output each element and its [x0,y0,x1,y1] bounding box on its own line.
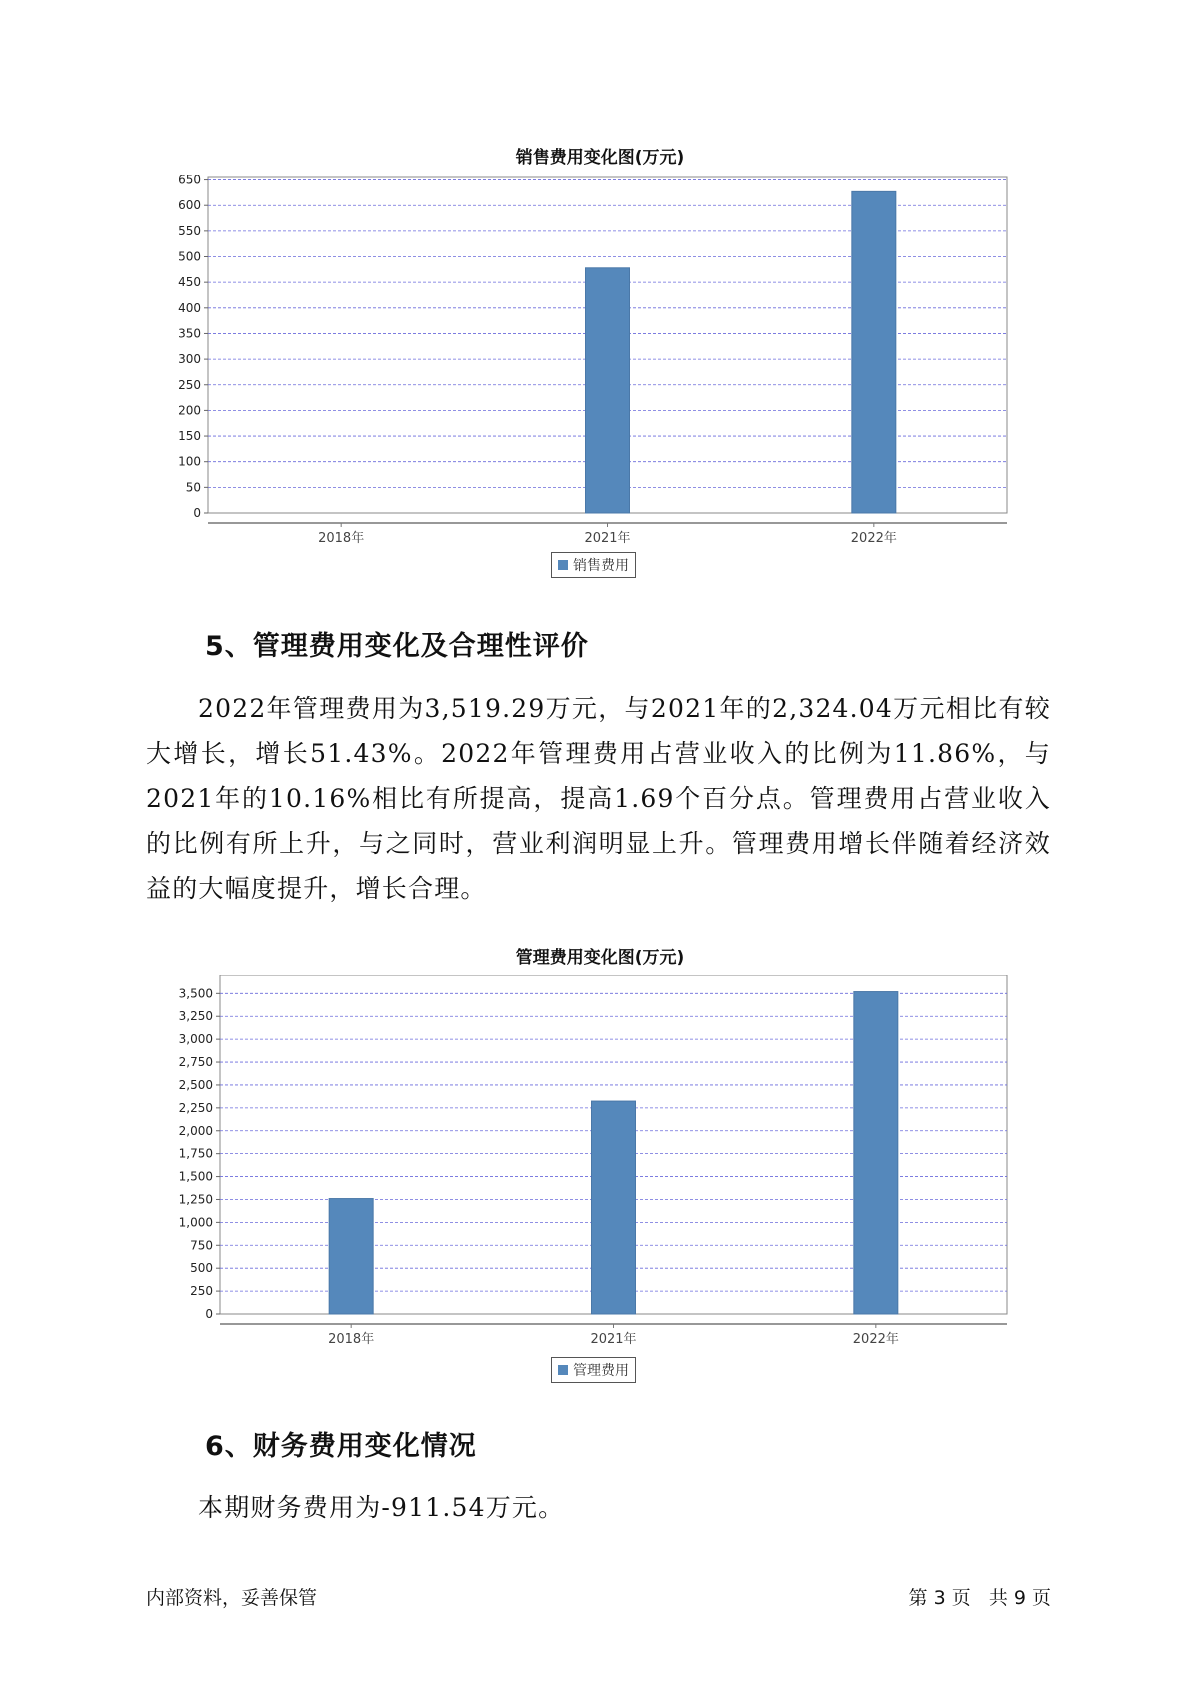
y-tick-label: 2,750 [178,1055,213,1070]
y-tick-label: 450 [178,275,201,290]
admin-expense-chart [150,935,1050,1395]
y-tick-label: 100 [178,454,201,469]
y-tick-label: 0 [193,506,201,520]
chart-title: 销售费用变化图(万元) [515,148,685,168]
y-tick-label: 500 [178,249,201,264]
chart-plot [150,175,1050,575]
y-tick-label: 550 [178,223,201,238]
x-tick-label: 2021年 [584,531,631,546]
y-tick-label: 2,250 [178,1100,213,1115]
legend-label: 销售费用 [573,558,629,574]
y-tick-label: 250 [190,1284,213,1299]
section-6-text: 本期财务费用为-911.54万元。 [198,1493,565,1522]
chart-plot [150,975,1050,1375]
section-6-paragraph [146,1485,1051,1530]
y-tick-label: 250 [178,377,201,392]
y-tick-label: 1,750 [178,1146,213,1161]
y-tick-label: 750 [190,1238,213,1253]
x-tick-label: 2022年 [850,531,897,546]
y-tick-label: 300 [178,352,201,367]
y-tick-label: 3,500 [178,986,213,1001]
y-tick-label: 500 [190,1261,213,1276]
y-tick-label: 650 [178,175,201,187]
section-5-heading: 5、管理费用变化及合理性评价 [205,631,589,662]
bar-2021年 [592,1101,636,1314]
y-tick-label: 1,250 [178,1192,213,1207]
y-tick-label: 3,000 [178,1032,213,1047]
y-tick-label: 350 [178,326,201,341]
section-5-paragraph [146,686,1051,911]
x-tick-label: 2018年 [328,1332,375,1347]
legend-swatch-icon [558,1365,568,1375]
bar-2018年 [329,1199,373,1314]
y-tick-label: 3,250 [178,1009,213,1024]
y-tick-label: 2,000 [178,1123,213,1138]
y-tick-label: 150 [178,429,201,444]
x-tick-label: 2018年 [318,531,365,546]
legend-label: 管理费用 [573,1363,629,1379]
bar-2021年 [586,268,630,513]
x-tick-label: 2021年 [590,1332,637,1347]
y-tick-label: 0 [205,1307,213,1321]
sales-expense-chart [150,135,1050,595]
chart-legend [551,552,636,578]
bar-2022年 [852,191,896,513]
section-5-text: 2022年管理费用为3,519.29万元，与2021年的2,324.04万元相比有较大增长，增长51.43%。2022年管理费用占营业收入的比例为11.86%，与2021年的10.16%相比有所提高，提高1.69个百分点。管理费用占营业收入的比例有所上升，与之同时，营业利润明显上升。管理费用增长伴随着经济效益的大幅度提升，增长合理。 [146,694,1051,903]
y-tick-label: 400 [178,300,201,315]
footer-right: 第 3 页 共 9 页 [908,1587,1051,1609]
bar-2022年 [854,992,898,1314]
y-tick-label: 1,000 [178,1215,213,1230]
legend-swatch-icon [558,560,568,570]
y-tick-label: 2,500 [178,1077,213,1092]
y-tick-label: 1,500 [178,1169,213,1184]
footer-left: 内部资料，妥善保管 [146,1587,318,1609]
x-tick-label: 2022年 [852,1332,899,1347]
chart-title: 管理费用变化图(万元) [515,948,685,968]
section-6-heading: 6、财务费用变化情况 [205,1431,477,1462]
y-tick-label: 50 [185,480,201,495]
y-tick-label: 600 [178,198,201,213]
y-tick-label: 200 [178,403,201,418]
chart-legend [551,1357,636,1383]
